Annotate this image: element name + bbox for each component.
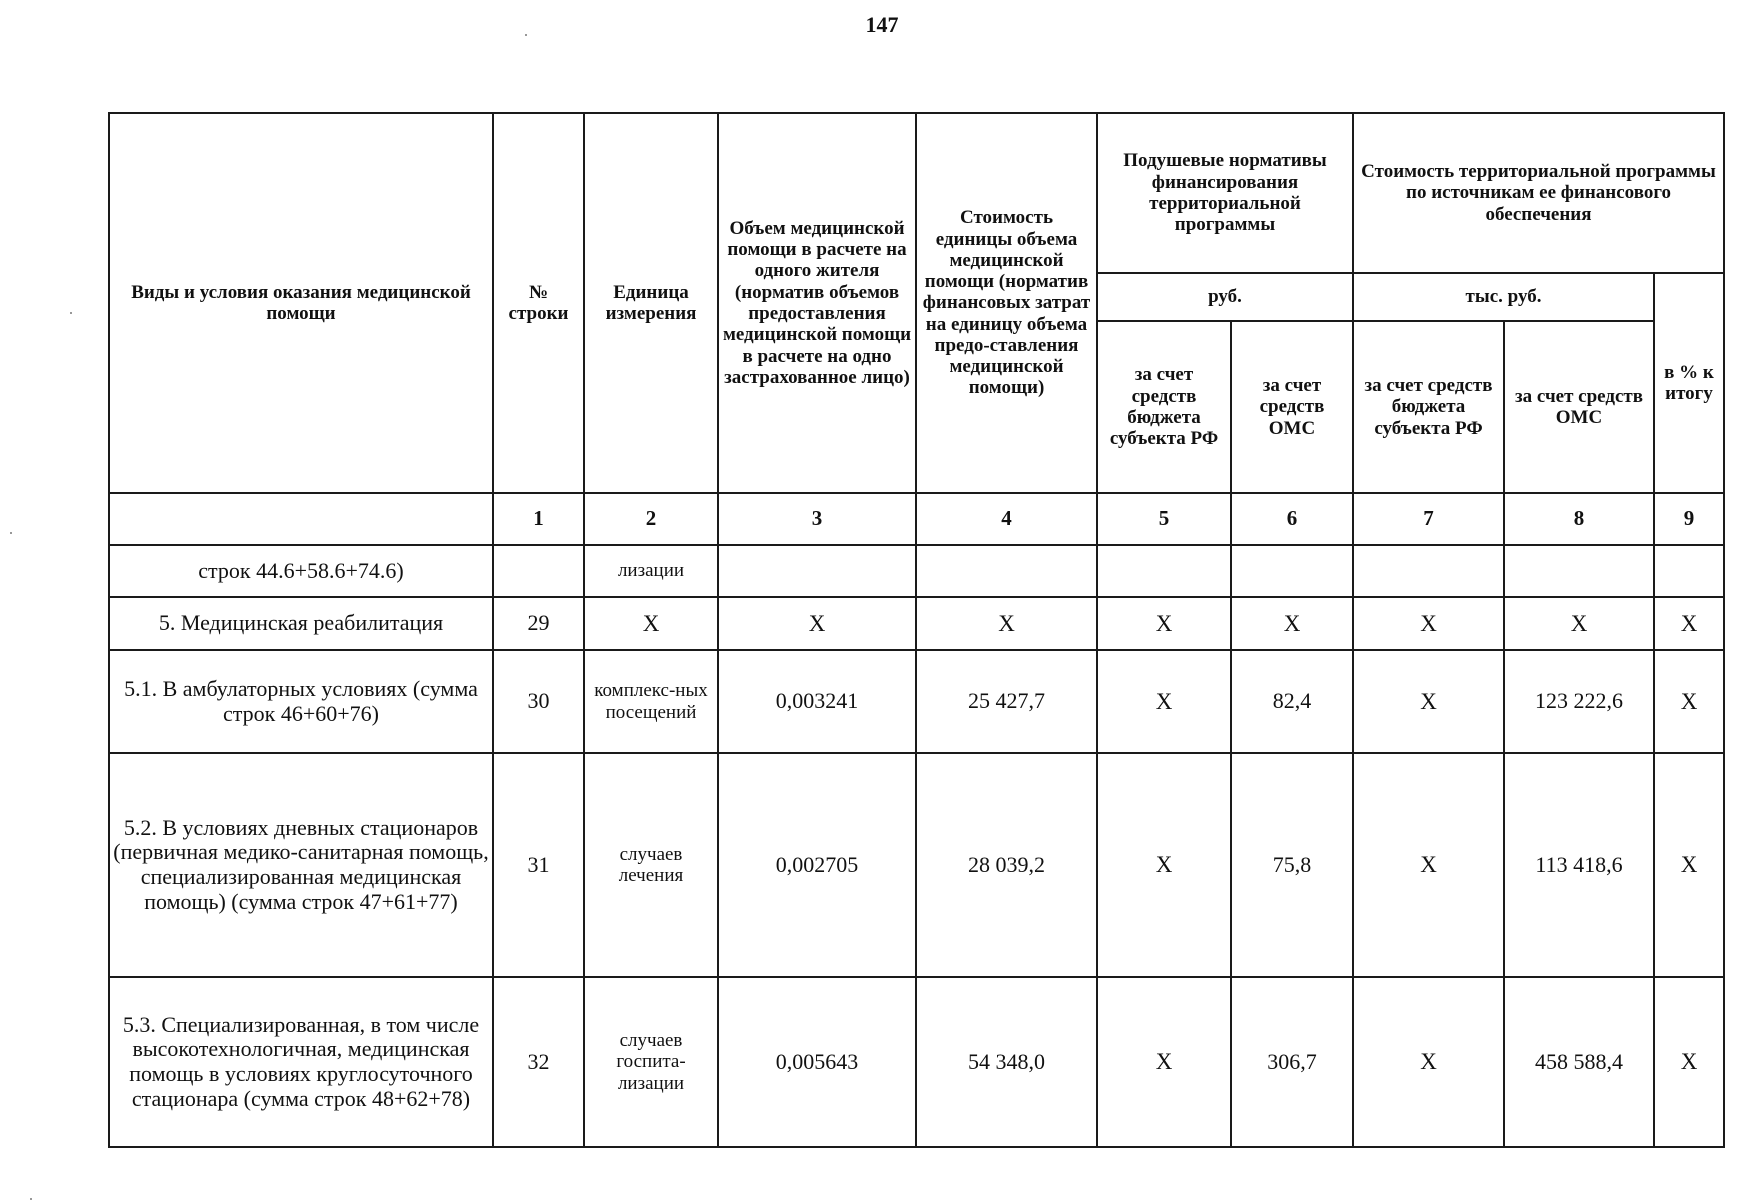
column-number (109, 493, 493, 545)
column-number-row (109, 493, 1724, 545)
header-volume: Объем медицинской помощи в расчете на одного жителя (норматив объемов предоставления медицинской помощи в расчете на одно застрахованное лицо) (718, 113, 916, 493)
row-per-capita-budget (1097, 545, 1231, 597)
row-percent: X (1654, 650, 1724, 753)
row-unit: комплекс-ных посещений (584, 650, 718, 753)
header-unit-rub: руб. (1097, 273, 1353, 321)
header-row-number: № строки (493, 113, 584, 493)
header-care-types: Виды и условия оказания медицинской помощи (109, 113, 493, 493)
column-number: 8 (1504, 493, 1654, 545)
row-unit-cost: 28 039,2 (916, 753, 1097, 977)
row-cost-oms: 123 222,6 (1504, 650, 1654, 753)
table-row (109, 545, 1724, 597)
table-row (109, 650, 1724, 753)
row-number: 29 (493, 597, 584, 650)
column-number: 2 (584, 493, 718, 545)
row-cost-budget (1353, 545, 1504, 597)
row-per-capita-budget: X (1097, 650, 1231, 753)
row-per-capita-budget: X (1097, 753, 1231, 977)
header-unit: Единица измерения (584, 113, 718, 493)
row-per-capita-budget: X (1097, 977, 1231, 1147)
row-percent (1654, 545, 1724, 597)
row-cost-oms: X (1504, 597, 1654, 650)
header-per-capita-group: Подушевые нормативы финансирования территориальной программы (1097, 113, 1353, 273)
column-number: 7 (1353, 493, 1504, 545)
row-cost-oms (1504, 545, 1654, 597)
row-unit: X (584, 597, 718, 650)
row-cost-budget: X (1353, 650, 1504, 753)
row-per-capita-budget: X (1097, 597, 1231, 650)
row-cost-budget: X (1353, 597, 1504, 650)
row-care-type: 5.3. Специализированная, в том числе высокотехнологичная, медицинская помощь в условиях круглосуточного стационара (сумма строк 48+62+78) (109, 977, 493, 1147)
row-unit-cost (916, 545, 1097, 597)
header-cost-budget: за счет средств бюджета субъекта РФ (1353, 321, 1504, 493)
column-number: 3 (718, 493, 916, 545)
row-unit-cost: 54 348,0 (916, 977, 1097, 1147)
column-number: 6 (1231, 493, 1353, 545)
column-number: 1 (493, 493, 584, 545)
row-number: 32 (493, 977, 584, 1147)
scan-speck (10, 532, 12, 534)
header-unit-cost: Стоимость единицы объема медицинской помощи (норматив финансовых затрат на единицу объема предо-ставления медицинской помощи) (916, 113, 1097, 493)
table-row (109, 753, 1724, 977)
column-number: 5 (1097, 493, 1231, 545)
row-volume: X (718, 597, 916, 650)
row-unit-cost: 25 427,7 (916, 650, 1097, 753)
header-per-capita-budget: за счет средств бюджета субъекта РФ (1097, 321, 1231, 493)
column-number: 4 (916, 493, 1097, 545)
header-unit-thousand-rub: тыс. руб. (1353, 273, 1654, 321)
row-per-capita-oms: 75,8 (1231, 753, 1353, 977)
row-volume: 0,002705 (718, 753, 916, 977)
row-unit: случаев госпита-лизации (584, 977, 718, 1147)
table-row (109, 977, 1724, 1147)
row-volume: 0,005643 (718, 977, 916, 1147)
row-number (493, 545, 584, 597)
row-percent: X (1654, 753, 1724, 977)
row-percent: X (1654, 977, 1724, 1147)
row-volume: 0,003241 (718, 650, 916, 753)
header-cost-oms: за счет средств ОМС (1504, 321, 1654, 493)
row-per-capita-oms (1231, 545, 1353, 597)
row-number: 30 (493, 650, 584, 753)
header-program-cost-group: Стоимость территориальной программы по источникам ее финансового обеспечения (1353, 113, 1724, 273)
row-cost-oms: 458 588,4 (1504, 977, 1654, 1147)
row-per-capita-oms: 82,4 (1231, 650, 1353, 753)
row-unit: лизации (584, 545, 718, 597)
header-percent-of-total: в % к итогу (1654, 273, 1724, 493)
row-volume (718, 545, 916, 597)
row-per-capita-oms: X (1231, 597, 1353, 650)
row-care-type: 5.1. В амбулаторных условиях (сумма строк 46+60+76) (109, 650, 493, 753)
header-per-capita-oms: за счет средств ОМС (1231, 321, 1353, 493)
table-row (109, 597, 1724, 650)
row-unit: случаев лечения (584, 753, 718, 977)
row-cost-oms: 113 418,6 (1504, 753, 1654, 977)
row-care-type: 5.2. В условиях дневных стационаров (первичная медико-санитарная помощь, специализированная медицинская помощь) (сумма строк 47+61+77) (109, 753, 493, 977)
row-number: 31 (493, 753, 584, 977)
row-cost-budget: X (1353, 753, 1504, 977)
row-care-type: строк 44.6+58.6+74.6) (109, 545, 493, 597)
row-cost-budget: X (1353, 977, 1504, 1147)
scan-speck (70, 312, 72, 314)
financing-table-container (108, 112, 1723, 1148)
row-unit-cost: X (916, 597, 1097, 650)
page-number: 147 (865, 12, 899, 37)
financing-table (108, 112, 1725, 1148)
column-number: 9 (1654, 493, 1724, 545)
scan-speck (525, 34, 527, 36)
row-percent: X (1654, 597, 1724, 650)
row-care-type: 5. Медицинская реабилитация (109, 597, 493, 650)
row-per-capita-oms: 306,7 (1231, 977, 1353, 1147)
